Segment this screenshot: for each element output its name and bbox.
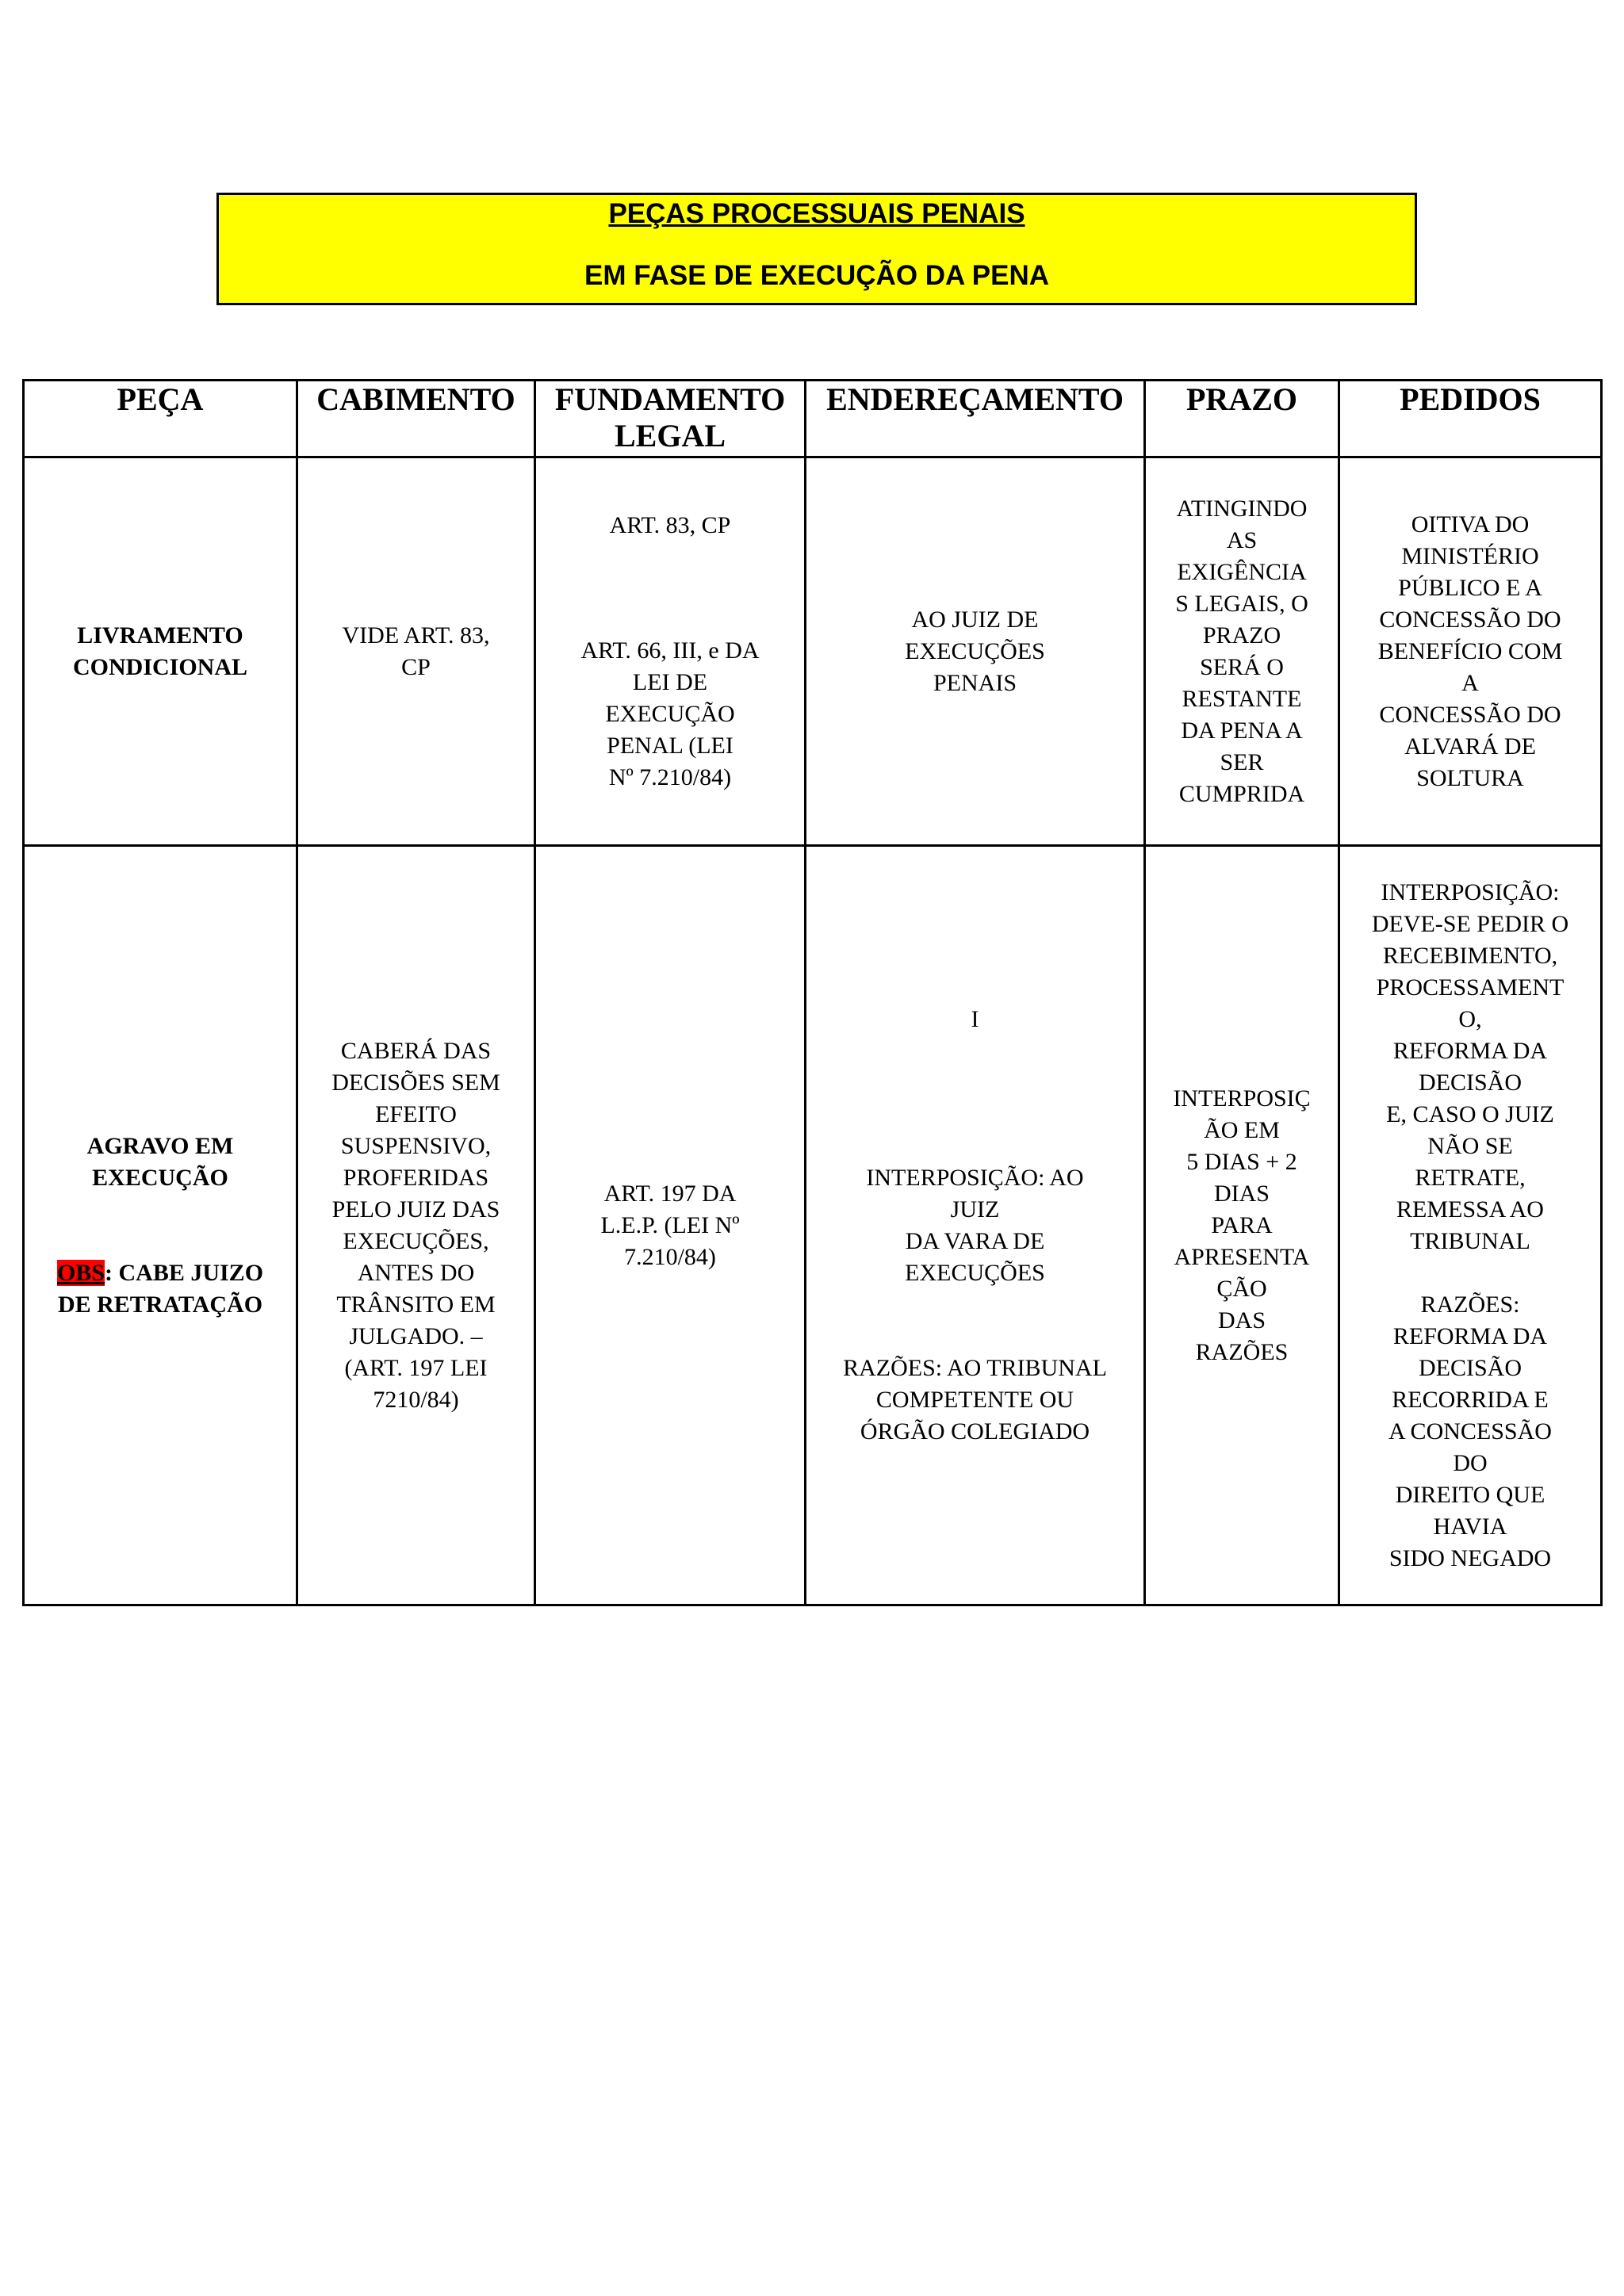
enderecamento-text-b: INTERPOSIÇÃO: AO JUIZ DA VARA DE EXECUÇÕES bbox=[866, 1164, 1084, 1286]
header-fundamento-legal: FUNDAMENTO LEGAL bbox=[535, 381, 806, 457]
cell-pedidos bbox=[1339, 846, 1602, 1605]
cell-enderecamento bbox=[806, 846, 1145, 1605]
header-peca: PEÇA bbox=[24, 381, 297, 457]
cabimento-text: CABERÁ DAS DECISÕES SEM EFEITO SUSPENSIVO, PROFERIDAS PELO JUIZ DAS EXECUÇÕES, ANTES DO TRÂNSITO EM JULGADO. – (ART. 197 LEI 7210/84) bbox=[331, 1037, 500, 1413]
table-row bbox=[24, 846, 1602, 1605]
cabimento-text: VIDE ART. 83, CP bbox=[342, 622, 490, 680]
pedidos-text-b: RAZÕES: REFORMA DA DECISÃO RECORRIDA E A CONCESSÃO DO DIREITO QUE HAVIA SIDO NEGADO bbox=[1388, 1291, 1552, 1571]
cell-fundamento bbox=[535, 846, 806, 1605]
cell-fundamento bbox=[535, 457, 806, 846]
header-enderecamento: ENDEREÇAMENTO bbox=[806, 381, 1145, 457]
document-title-box bbox=[216, 193, 1417, 305]
enderecamento-text-a: I bbox=[971, 1005, 979, 1032]
prazo-text: INTERPOSIÇ ÃO EM 5 DIAS + 2 DIAS PARA APRESENTA ÇÃO DAS RAZÕES bbox=[1173, 1085, 1311, 1365]
cell-peca bbox=[24, 457, 297, 846]
peca-name: AGRAVO EM EXECUÇÃO bbox=[86, 1132, 234, 1191]
cell-cabimento bbox=[297, 846, 535, 1605]
cell-enderecamento bbox=[806, 457, 1145, 846]
fundamento-text-a: ART. 83, CP bbox=[609, 511, 731, 538]
document-title: PEÇAS PROCESSUAIS PENAIS bbox=[608, 198, 1025, 229]
peca-name: LIVRAMENTO CONDICIONAL bbox=[72, 622, 248, 680]
enderecamento-text-c: RAZÕES: AO TRIBUNAL COMPETENTE OU ÓRGÃO COLEGIADO bbox=[843, 1354, 1107, 1445]
pecas-table bbox=[22, 379, 1603, 1606]
cell-prazo bbox=[1145, 457, 1339, 846]
header-cabimento: CABIMENTO bbox=[297, 381, 535, 457]
obs-label: OBS bbox=[56, 1259, 105, 1286]
pedidos-text-a: INTERPOSIÇÃO: DEVE-SE PEDIR O RECEBIMENTO, PROCESSAMENT O, REFORMA DA DECISÃO E, CASO O JUIZ NÃO SE RETRATE, REMESSA AO TRIBUNAL bbox=[1371, 878, 1569, 1254]
peca-obs bbox=[29, 1257, 291, 1321]
table-header-row bbox=[24, 381, 1602, 457]
pedidos-text: OITIVA DO MINISTÉRIO PÚBLICO E A CONCESSÃO DO BENEFÍCIO COM A CONCESSÃO DO ALVARÁ DE SOLTURA bbox=[1377, 511, 1563, 791]
obs-text: : CABE JUIZO DE RETRATAÇÃO bbox=[57, 1259, 264, 1318]
cell-cabimento bbox=[297, 457, 535, 846]
header-pedidos: PEDIDOS bbox=[1339, 381, 1602, 457]
cell-pedidos bbox=[1339, 457, 1602, 846]
document-subtitle: EM FASE DE EXECUÇÃO DA PENA bbox=[584, 260, 1049, 291]
enderecamento-text: AO JUIZ DE EXECUÇÕES PENAIS bbox=[905, 606, 1045, 696]
fundamento-text-b: ART. 66, III, e DA LEI DE EXECUÇÃO PENAL (LEI Nº 7.210/84) bbox=[580, 637, 760, 790]
prazo-text: ATINGINDO AS EXIGÊNCIA S LEGAIS, O PRAZO SERÁ O RESTANTE DA PENA A SER CUMPRIDA bbox=[1175, 495, 1308, 807]
header-prazo: PRAZO bbox=[1145, 381, 1339, 457]
cell-prazo bbox=[1145, 846, 1339, 1605]
fundamento-text: ART. 197 DA L.E.P. (LEI Nº 7.210/84) bbox=[600, 1180, 740, 1270]
table-row bbox=[24, 457, 1602, 846]
cell-peca bbox=[24, 846, 297, 1605]
